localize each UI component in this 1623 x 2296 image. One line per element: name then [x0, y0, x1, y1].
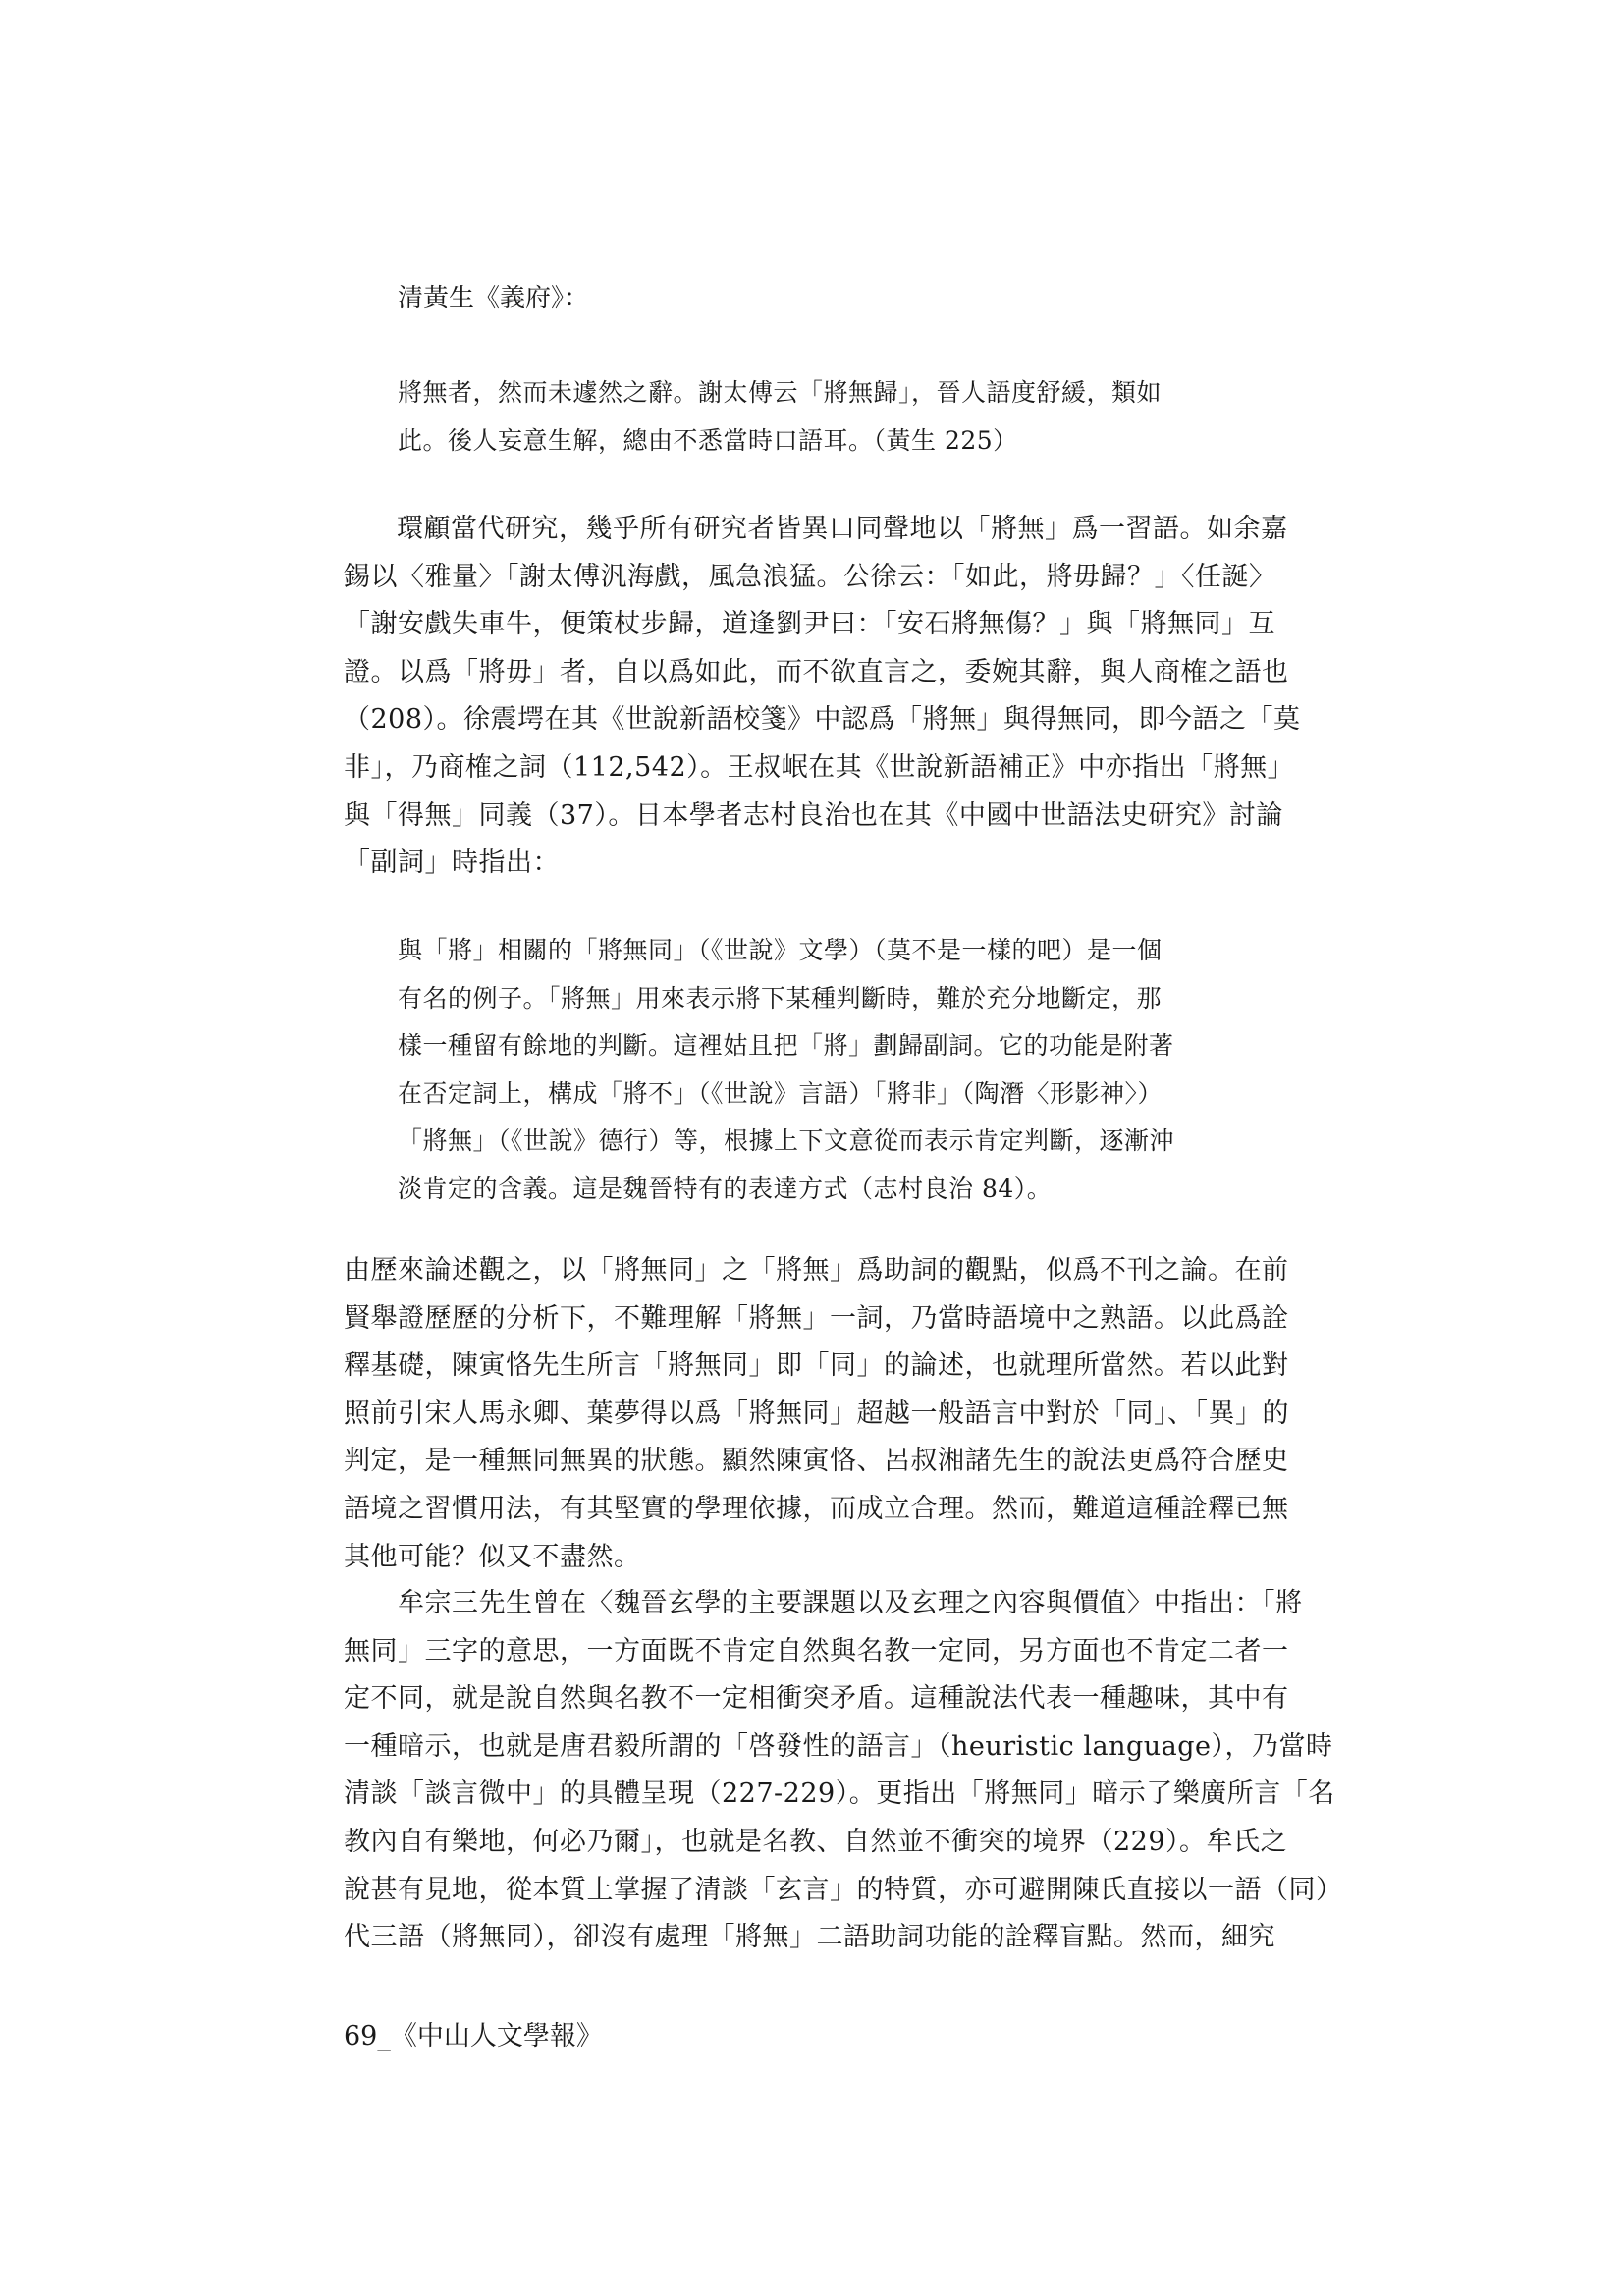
quote-line: 樣一種留有餘地的判斷。這裡姑且把「將」劃歸副詞。它的功能是附著	[398, 1031, 1174, 1061]
paragraph-line: 牟宗三先生曾在〈魏晉玄學的主要課題以及玄理之內容與價值〉中指出：「將	[344, 1588, 1303, 1618]
paragraph-line: 教內自有樂地，何必乃爾」，也就是名教、自然並不衝突的境界（229）。牟氏之	[344, 1826, 1288, 1857]
paragraph-line: 照前引宋人馬永卿、葉夢得以爲「將無同」超越一般語言中對於「同」、「異」的	[344, 1397, 1289, 1429]
paragraph-line: （208）。徐震堮在其《世說新語校箋》中認爲「將無」與得無同，即今語之「莫	[344, 704, 1301, 736]
block-quote-shimura	[398, 927, 1174, 1214]
quote-line: 將無者，然而未遽然之辭。謝太傅云「將無歸」，晉人語度舒緩，類如	[398, 378, 1163, 407]
quote-line: 在否定詞上，構成「將不」（《世說》言語）「將非」（陶潛〈形影神〉）	[398, 1078, 1163, 1108]
paragraph-contemporary-research	[344, 506, 1301, 888]
page-footer: 69_《中山人文學報》	[344, 2021, 603, 2051]
quote-line: 有名的例子。「將無」用來表示將下某種判斷時，難於充分地斷定，那	[398, 983, 1163, 1012]
paragraph-line: 「謝安戲失車牛，便策杖步歸，道逢劉尹曰：「安石將無傷？」與「將無同」互	[344, 609, 1275, 640]
paragraph-line: 代三語（將無同），卻沒有處理「將無」二語助詞功能的詮釋盲點。然而，細究	[344, 1922, 1275, 1953]
paragraph-line: 環顧當代研究，幾乎所有研究者皆異口同聲地以「將無」爲一習語。如余嘉	[397, 514, 1288, 544]
quote-line: 「將無」（《世說》德行）等，根據上下文意從而表示肯定判斷，逐漸沖	[398, 1126, 1175, 1156]
paragraph-line: 非」，乃商榷之詞（112,542）。王叔岷在其《世說新語補正》中亦指出「將無」	[344, 751, 1295, 783]
paragraph-line: 語境之習慣用法，有其堅實的學理依據，而成立合理。然而，難道這種詮釋已無	[344, 1493, 1289, 1524]
paragraph-line: 其他可能？似又不盡然。	[344, 1541, 641, 1572]
quote-line: 此。後人妄意生解，總由不悉當時口語耳。（黃生 225）	[398, 425, 1018, 455]
quote-line: 與「將」相關的「將無同」（《世說》文學）（莫不是一樣的吧）是一個	[398, 936, 1163, 964]
intro-line: 清黃生《義府》：	[398, 284, 590, 313]
block-quote-huangsheng	[398, 369, 1162, 465]
paragraph-line: 由歷來論述觀之，以「將無同」之「將無」爲助詞的觀點，似爲不刊之論。在前	[344, 1255, 1289, 1285]
paragraph-line: 定不同，就是說自然與名教不一定相衝突矛盾。這種說法代表一種趣味，其中有	[344, 1683, 1289, 1715]
quote-line: 淡肯定的含義。這是魏晉特有的表達方式（志村良治 84）。	[398, 1174, 1053, 1203]
paragraph-analysis	[344, 1247, 1289, 1581]
paragraph-line: 說甚有見地，從本質上掌握了清談「玄言」的特質，亦可避開陳氏直接以一語（同）	[344, 1874, 1343, 1905]
paragraph-line: 「副詞」時指出：	[344, 847, 560, 879]
paragraph-mou-zongsan	[344, 1580, 1343, 1962]
paragraph-line: 清談「談言微中」的具體呈現（227-229）。更指出「將無同」暗示了樂廣所言「名	[344, 1778, 1335, 1810]
paragraph-line: 錫以〈雅量〉「謝太傅汎海戲，風急浪猛。公徐云：「如此，將毋歸？」〈任誕〉	[344, 561, 1276, 592]
paragraph-line: 釋基礎，陳寅恪先生所言「將無同」即「同」的論述，也就理所當然。若以此對	[344, 1350, 1289, 1382]
paragraph-line: 賢舉證歷歷的分析下，不難理解「將無」一詞，乃當時語境中之熟語。以此爲詮	[344, 1302, 1289, 1334]
paragraph-line: 無同」三字的意思，一方面既不肯定自然與名教一定同，另方面也不肯定二者一	[344, 1635, 1289, 1667]
paragraph-line: 與「得無」同義（37）。日本學者志村良治也在其《中國中世語法史研究》討論	[344, 799, 1283, 831]
paragraph-line: 證。以爲「將毋」者，自以爲如此，而不欲直言之，委婉其辭，與人商榷之語也	[344, 656, 1289, 687]
paragraph-line: 判定，是一種無同無異的狀態。顯然陳寅恪、呂叔湘諸先生的說法更爲符合歷史	[344, 1446, 1289, 1477]
paragraph-line: 一種暗示，也就是唐君毅所謂的「啓發性的語言」（heuristic language），乃當時	[344, 1730, 1333, 1762]
